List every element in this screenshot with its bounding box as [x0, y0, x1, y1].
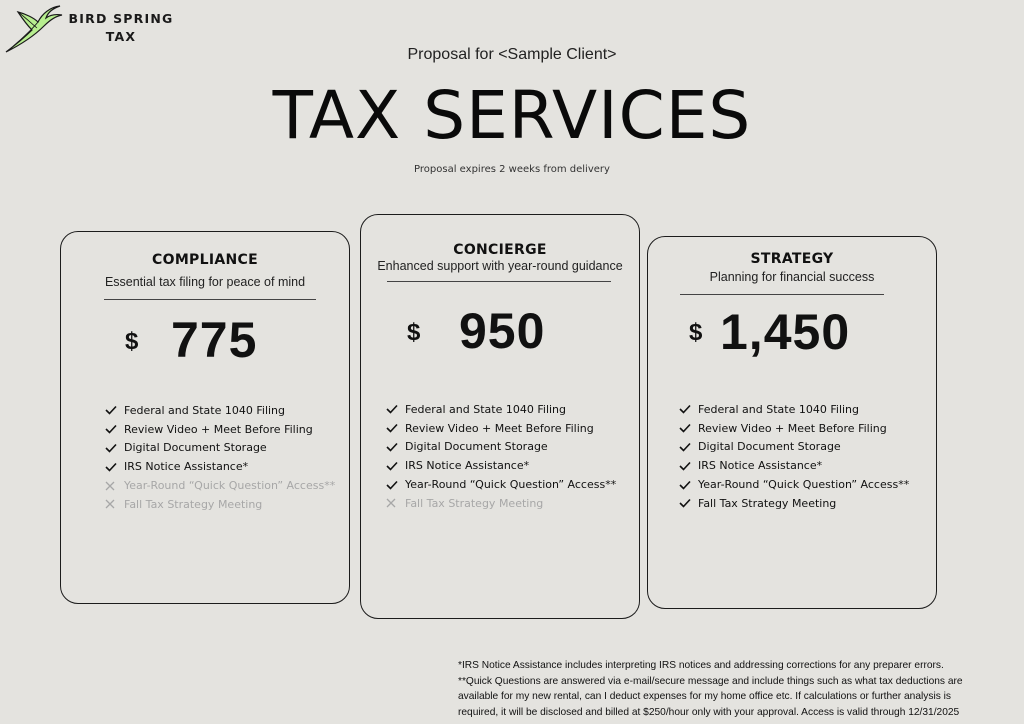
check-icon	[105, 424, 124, 434]
feature-list	[386, 400, 616, 513]
footnote-irs: *IRS Notice Assistance includes interpreting IRS notices and addressing corrections for any preparer errors.	[458, 660, 944, 671]
feature-label: IRS Notice Assistance*	[405, 459, 530, 473]
feature-label: Review Video + Meet Before Filing	[124, 422, 313, 436]
check-icon	[386, 461, 405, 471]
check-icon	[679, 480, 698, 490]
feature-label: Federal and State 1040 Filing	[698, 402, 860, 416]
footnote-quick-questions: **Quick Questions are answered via e-mail/secure message and include things such as what tax deductions are available for my new rental, can I deduct expenses for my home office etc. If calculations or further analysis is required, it will be disclosed and billed at $250/hour only with your approval. Access is valid through 12/31/2025	[458, 675, 963, 718]
feature-item	[386, 438, 616, 457]
check-icon	[386, 442, 405, 452]
plan-card-concierge[interactable]	[360, 214, 640, 619]
feature-label: Fall Tax Strategy Meeting	[124, 497, 263, 511]
feature-item	[679, 438, 909, 457]
check-icon	[679, 442, 698, 452]
plan-tagline: Planning for financial success	[709, 270, 875, 284]
feature-item	[679, 456, 909, 475]
feature-list	[105, 401, 335, 514]
plan-card-compliance[interactable]	[60, 231, 350, 604]
feature-label: Review Video + Meet Before Filing	[698, 421, 887, 435]
check-icon	[386, 404, 405, 414]
feature-label: IRS Notice Assistance*	[698, 459, 823, 473]
feature-label: Year-Round “Quick Question” Access**	[405, 478, 617, 492]
cross-icon	[105, 499, 124, 509]
feature-item	[386, 475, 616, 494]
brand-suffix: TAX	[105, 29, 137, 44]
page-title: TAX SERVICES	[272, 77, 752, 154]
check-icon	[679, 461, 698, 471]
feature-label: Digital Document Storage	[698, 440, 841, 454]
feature-item	[105, 476, 335, 495]
currency-symbol: $	[689, 319, 703, 346]
feature-label: Fall Tax Strategy Meeting	[698, 496, 837, 510]
feature-list	[679, 400, 909, 513]
check-icon	[386, 423, 405, 433]
plan-tagline: Enhanced support with year-round guidance	[377, 259, 623, 273]
plan-divider	[104, 299, 316, 300]
feature-item	[386, 456, 616, 475]
plan-name: COMPLIANCE	[152, 252, 258, 268]
check-icon	[679, 423, 698, 433]
feature-item	[105, 495, 335, 514]
plan-name: STRATEGY	[750, 251, 834, 267]
feature-item	[679, 494, 909, 513]
proposal-expiry-note: Proposal expires 2 weeks from delivery	[414, 164, 610, 175]
plan-price: 775	[171, 312, 258, 368]
feature-label: Year-Round “Quick Question” Access**	[124, 479, 336, 493]
feature-label: Review Video + Meet Before Filing	[405, 421, 594, 435]
plan-divider	[387, 281, 611, 282]
currency-symbol: $	[125, 328, 139, 355]
feature-item	[679, 475, 909, 494]
feature-item	[105, 401, 335, 420]
check-icon	[105, 443, 124, 453]
feature-item	[679, 419, 909, 438]
feature-item	[386, 400, 616, 419]
cross-icon	[386, 498, 405, 508]
check-icon	[105, 405, 124, 415]
currency-symbol: $	[407, 319, 421, 346]
feature-item	[386, 494, 616, 513]
check-icon	[679, 498, 698, 508]
feature-label: Federal and State 1040 Filing	[124, 403, 286, 417]
proposal-client-line: Proposal for <Sample Client>	[407, 46, 617, 63]
plan-name: CONCIERGE	[453, 242, 547, 258]
feature-label: Fall Tax Strategy Meeting	[405, 496, 544, 510]
check-icon	[386, 480, 405, 490]
cross-icon	[105, 481, 124, 491]
plan-price: 1,450	[720, 304, 851, 360]
feature-item	[386, 419, 616, 438]
feature-item	[105, 439, 335, 458]
feature-item	[679, 400, 909, 419]
feature-item	[105, 420, 335, 439]
feature-label: Federal and State 1040 Filing	[405, 402, 567, 416]
footnotes	[458, 658, 978, 720]
feature-label: Digital Document Storage	[124, 441, 267, 455]
feature-item	[105, 457, 335, 476]
plan-card-strategy[interactable]	[647, 236, 937, 609]
plan-divider	[680, 294, 884, 295]
brand-name: BIRD SPRING	[68, 11, 174, 26]
check-icon	[679, 404, 698, 414]
check-icon	[105, 462, 124, 472]
feature-label: Year-Round “Quick Question” Access**	[698, 478, 910, 492]
feature-label: IRS Notice Assistance*	[124, 460, 249, 474]
plan-tagline: Essential tax filing for peace of mind	[104, 275, 306, 289]
plan-price: 950	[459, 303, 546, 359]
feature-label: Digital Document Storage	[405, 440, 548, 454]
